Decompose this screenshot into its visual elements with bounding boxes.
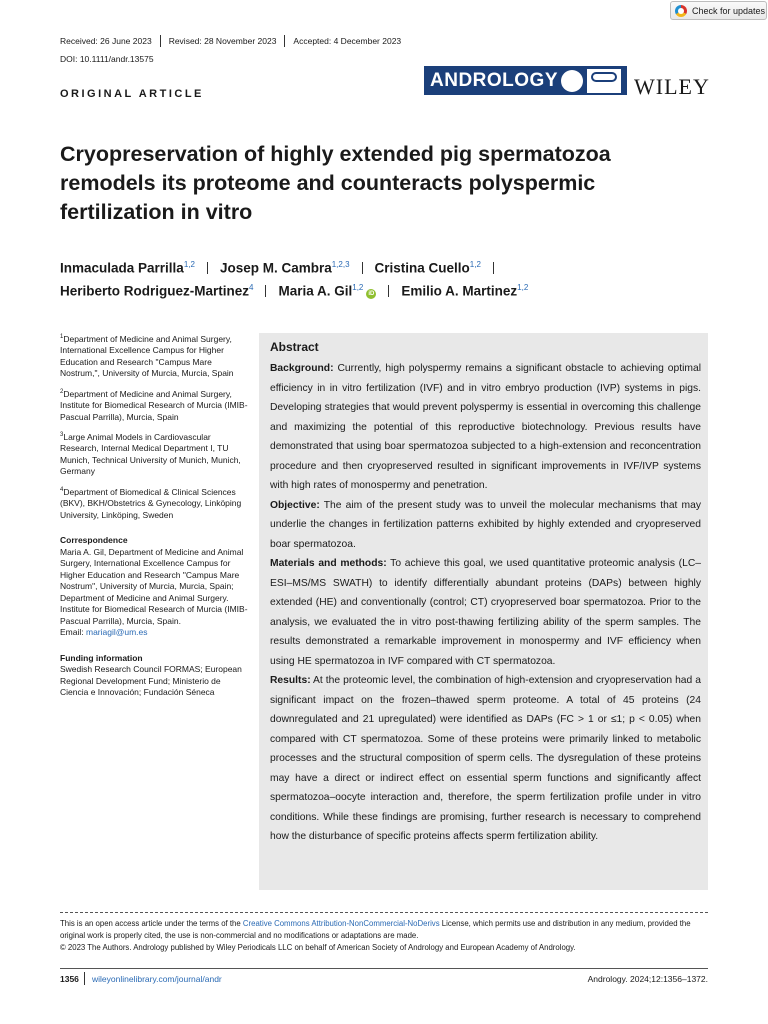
email-link[interactable]: mariagil@um.es xyxy=(85,627,148,638)
doi[interactable]: DOI: 10.1111/andr.13575 xyxy=(60,54,154,64)
revised-date: Revised: 28 November 2023 xyxy=(160,35,285,47)
abstract-background: Background: Currently, high polyspermy remains a significant obstacle to achieving optimal efficiency in in vitro fertilization (IVF) and in vitro embryo production (IVP) systems in pigs. Developing strategies that would prevent polyspermy is essential in overcoming this challenge and maximizing the potential of this reproductive biotechnology. Previous results have demonstrated that using boar spermatozoa subjected to a high-extension and reconcentration procedure and then cryopreserved resulted in significant improvements in IVF/IVP systems with high rates of monospermy and penetration. xyxy=(270,363,701,491)
abstract-box xyxy=(259,333,708,890)
author-separator xyxy=(362,262,363,274)
asa-seal-icon xyxy=(561,70,583,92)
author-affiliation: 1,2 xyxy=(517,283,529,292)
author-separator xyxy=(207,262,208,274)
footer-rule xyxy=(60,968,708,969)
journal-url-link[interactable]: wileyonlinelibrary.com/journal/andr xyxy=(92,974,222,984)
author-name[interactable]: Emilio A. Martinez xyxy=(401,283,518,299)
page-number: 1356 xyxy=(60,974,79,984)
article-type: ORIGINAL ARTICLE xyxy=(60,88,204,100)
journal-logo[interactable] xyxy=(424,66,627,95)
abstract-objective: Objective: The aim of the present study was to unveil the molecular mechanisms that may underlie the changes in fertilization patterns exhibited by highly extended and cryopreserved boar spermatozoa. xyxy=(270,499,701,550)
license-link[interactable]: Creative Commons Attribution-NonCommercial-NoDerivs xyxy=(242,919,440,928)
author-separator xyxy=(493,262,494,274)
journal-logo-text: ANDROLOGY xyxy=(430,69,558,91)
accepted-date: Accepted: 4 December 2023 xyxy=(284,35,409,47)
author-separator xyxy=(265,285,266,297)
author-line-2 xyxy=(60,279,528,301)
article-title: Cryopreservation of highly extended pig spermatozoa remodels its proteome and counteracts polyspermic fertilization in vitro xyxy=(60,142,611,224)
funding-text: Swedish Research Council FORMAS; European Regional Development Fund; Ministerio de Ciencia e Innovación; Fundación Séneca xyxy=(60,664,242,698)
affiliation: $^2$Department of Medicine and Animal Surgery, Institute for Biomedical Research of Murcia (IMIB-Pascual Parrilla), Murcia, Spain xyxy=(60,388,248,422)
author-name[interactable]: Heriberto Rodriguez-Martinez xyxy=(60,283,250,299)
author-affiliation: 1,2 xyxy=(352,283,364,292)
author-name[interactable]: Inmaculada Parrilla xyxy=(60,260,184,276)
author-separator xyxy=(388,285,389,297)
author-name[interactable]: Josep M. Cambra xyxy=(219,260,332,276)
affiliations-column xyxy=(60,332,250,706)
article-dates xyxy=(60,35,409,47)
author-name[interactable]: Cristina Cuello xyxy=(374,260,470,276)
publisher-logo[interactable]: WILEY xyxy=(634,74,710,99)
check-for-updates-label: Check for updates xyxy=(692,5,766,16)
affiliation: $^3$Large Animal Models in Cardiovascular Research, Internal Medical Department I, TU Munich, Technical University of Munich, Munich, Germany xyxy=(60,431,241,477)
check-for-updates-button[interactable] xyxy=(670,1,767,20)
funding-heading: Funding information xyxy=(60,652,143,663)
citation: Andrology. 2024;12:1356–1372. xyxy=(587,974,708,984)
author-affiliation: 1,2 xyxy=(183,260,195,269)
author-affiliation: 4 xyxy=(249,283,254,292)
abstract-methods: Materials and methods: To achieve this goal, we used quantitative proteomic analysis (LC–ESI–MS/MS SWATH) to identify differentially abundant proteins (DAPs) between highly extended (HE) and conventionally (control; CT) cryopreserved boar spermatozoa. Prior to the analysis, we evaluated the in vitro post-thawing fertilizing ability of the sperm samples. The results demonstrated a remarkable improvement in monospermy and IVF efficiency when using HE spermatozoa in IVF compared with CT spermatozoa. xyxy=(270,558,701,667)
eaa-logo-icon xyxy=(587,69,621,93)
received-date: Received: 26 June 2023 xyxy=(60,36,152,46)
footer-divider xyxy=(60,912,708,913)
correspondence-text: Maria A. Gil, Department of Medicine and Animal Surgery, International Excellence Campus for Higher Education and Research "Campus Mare Nostrum", University of Murcia, Murcia, Spain; Department of Medicine and Animal Surgery. Institute for Biomedical Research of Murcia (IMIB-Pascual Parrilla), Murcia, Spain. xyxy=(60,546,248,626)
author-line-1 xyxy=(60,256,506,278)
abstract-heading: Abstract xyxy=(270,340,319,354)
correspondence-email: Email: mariagil@um.es xyxy=(60,627,148,638)
affiliation: $^1$Department of Medicine and Animal Surgery, International Excellence Campus for Higher Education and Research "Campus Mare Nostrum,", University of Murcia, Murcia, Spain xyxy=(60,333,234,379)
orcid-icon[interactable]: iD xyxy=(368,290,375,297)
author-name[interactable]: Maria A. Gil xyxy=(278,283,353,299)
abstract-results: Results: At the proteomic level, the combination of high-extension and cryopreservation had a significant impact on the frozen–thawed sperm proteome. A total of 45 proteins (24 downregulated and 21 upregulated) were identified as DAPs (FC > 1 or ≤1; p < 0.05) when compared with CT spermatozoa. Some of these proteins were primarily linked to metabolic processes and the structural composition of sperm cells. The dysregulation of these proteins may have a direct or indirect effect on essential sperm functions and significantly affect spermatozoa–oocyte interaction and, therefore, the sperm fertilization profile under in vitro conditions. While these findings are promising, further research is necessary to comprehend how the disturbance of specific proteins affects sperm fertilization ability. xyxy=(270,675,701,842)
author-affiliation: 1,2,3 xyxy=(331,260,350,269)
correspondence-heading: Correspondence xyxy=(60,535,128,546)
author-affiliation: 1,2 xyxy=(469,260,481,269)
license-text: This is an open access article under the terms of the Creative Commons Attribution-NonCommercial-NoDerivs License, which permits use and distribution in any medium, provided the original work is properly cited, the use is non-commercial and no modifications or adaptations are made. © 2023 The Authors. Andrology published by Wiley Periodicals LLC on behalf of American Society of Andrology and European Academy of Andrology. xyxy=(60,919,691,952)
footer-separator xyxy=(84,972,85,985)
affiliation: $^4$Department of Biomedical & Clinical Sciences (BKV), BKH/Obstetrics & Gynecology, Linköping University, Linköping, Sweden xyxy=(60,486,242,520)
copyright: © 2023 The Authors. Andrology published by Wiley Periodicals LLC on behalf of American Society of Andrology and European Academy of Andrology. xyxy=(60,943,576,952)
crossmark-icon xyxy=(675,5,687,17)
